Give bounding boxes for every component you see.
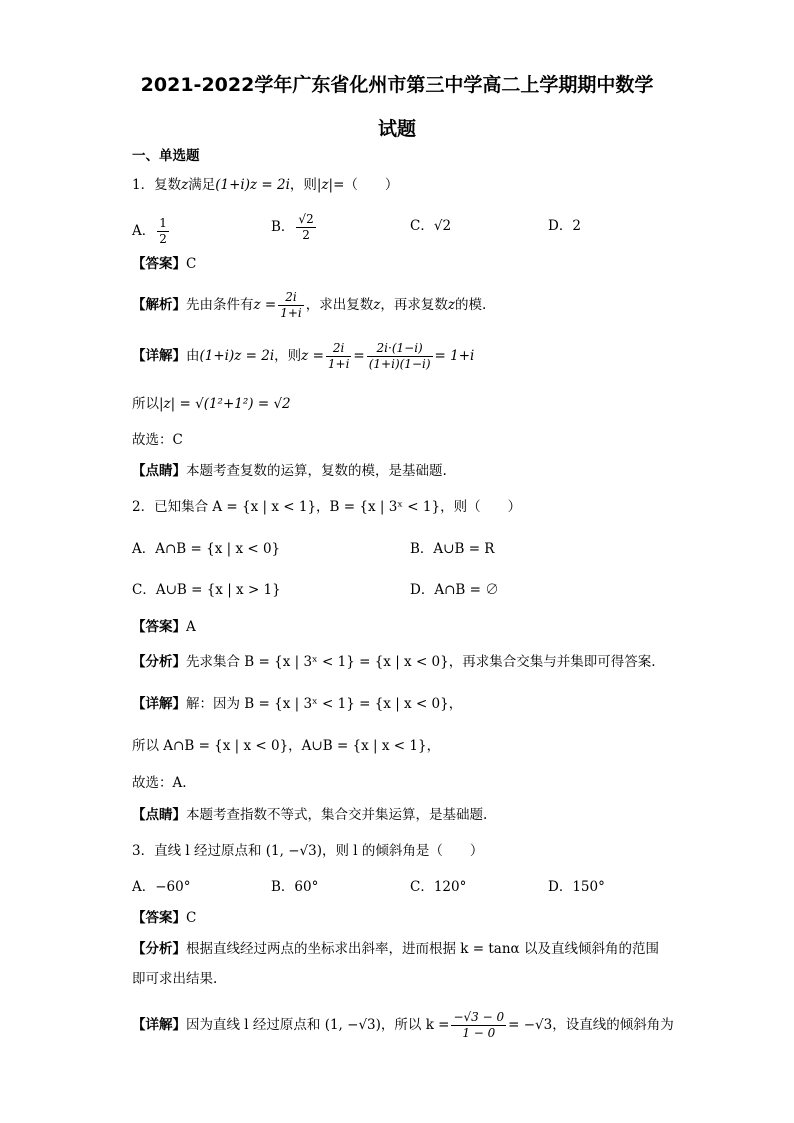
detail-text-2: ，则	[274, 348, 302, 364]
analysis-var-2: z	[447, 297, 455, 313]
q1-option-a	[132, 216, 171, 247]
so-equation: |z| = √(1²+1²) = √2	[159, 396, 291, 412]
q2-comment	[132, 805, 487, 825]
analysis-text-2: ，求出复数	[305, 297, 374, 313]
analysis-tag: 【分析】	[132, 654, 186, 670]
q3-answer	[132, 908, 196, 928]
fraction-numerator: 2i	[278, 290, 304, 306]
q3-option-c: C．120°	[410, 879, 467, 895]
q3-stem: 3．直线 l 经过原点和 (1, −√3)，则 l 的倾斜角是（ ）	[132, 843, 484, 859]
q1-option-d: D．2	[548, 218, 581, 234]
q3-option-b: B．60°	[271, 879, 319, 895]
fraction-denominator: (1+i)(1−i)	[368, 357, 431, 371]
q1-option-a-label: A．	[132, 223, 156, 239]
fraction-numerator: 2i·(1−i)	[367, 341, 433, 357]
detail-result: = 1+i	[434, 348, 475, 364]
detail-text: 解：因为 B = {x | 3ˣ < 1} = {x | x < 0}，	[186, 696, 463, 712]
detail-equals: =	[353, 348, 365, 364]
fraction-numerator: √2	[298, 212, 314, 226]
analysis-tag: 【解析】	[132, 297, 186, 313]
comment-text: 本题考查指数不等式，集合交并集运算，是基础题.	[186, 807, 488, 823]
q2-option-d: D．A∩B = ∅	[410, 582, 499, 598]
analysis-text-4: 的模.	[455, 297, 487, 313]
q1-option-b	[271, 212, 318, 243]
fraction-numerator: −√3 − 0	[453, 1010, 505, 1024]
answer-tag: 【答案】	[132, 619, 186, 635]
q1-analysis	[132, 290, 486, 321]
q3-option-a: A．−60°	[132, 879, 191, 895]
q1-option-c-label: C．	[410, 218, 434, 234]
analysis-var: z	[373, 297, 381, 313]
q1-stem-equation: (1+i)z = 2i	[215, 177, 290, 193]
fraction-denominator: 1+i	[327, 357, 350, 371]
analysis-text: 根据直线经过两点的坐标求出斜率，进而根据 k = tanα 以及直线倾斜角的范围	[186, 941, 659, 957]
q1-stem-text-4: =（ ）	[333, 177, 399, 193]
q1-detail	[132, 341, 474, 372]
detail-fraction-1	[326, 341, 352, 372]
q1-option-c	[410, 216, 451, 236]
q1-stem-text-2: 满足	[188, 177, 216, 193]
q2-option-a: A．A∩B = {x | x < 0}	[132, 541, 281, 557]
detail-tag: 【详解】	[132, 1017, 186, 1033]
fraction-numerator: 2i	[326, 341, 352, 357]
q1-option-a-fraction	[157, 216, 169, 247]
answer-value: C	[186, 256, 197, 272]
q1-stem-modulus: |z|	[316, 177, 334, 193]
q1-option-c-value: √2	[433, 218, 452, 234]
q1-answer	[132, 254, 196, 274]
q3-analysis-continued: 即可求出结果.	[132, 971, 218, 987]
detail-text-2: = −√3，设直线的倾斜角为	[508, 1017, 674, 1033]
fraction-denominator: 2	[302, 228, 310, 242]
q2-choose: 故选：A.	[132, 775, 187, 791]
q1-choose: 故选：C	[132, 432, 183, 448]
so-text: 所以	[132, 396, 159, 412]
q1-so	[132, 394, 291, 414]
q1-stem-var: z	[181, 177, 189, 193]
document-title-line-2: 试题	[377, 118, 416, 140]
q2-answer	[132, 617, 196, 637]
answer-value: C	[186, 910, 197, 926]
q2-analysis	[132, 652, 656, 672]
comment-tag: 【点睛】	[132, 463, 186, 479]
q3-analysis	[132, 939, 659, 959]
q2-option-c: C．A∪B = {x | x > 1}	[132, 582, 281, 598]
section-heading: 一、单选题	[132, 148, 200, 164]
q3-detail	[132, 1010, 674, 1041]
comment-tag: 【点睛】	[132, 807, 186, 823]
fraction-denominator: 1 − 0	[462, 1026, 496, 1040]
detail-text: 由	[186, 348, 200, 364]
q2-detail	[132, 694, 462, 714]
detail-equation: (1+i)z = 2i	[199, 348, 275, 364]
analysis-text: 先由条件有	[186, 297, 254, 313]
q1-option-b-label: B．	[271, 219, 295, 235]
detail-tag: 【详解】	[132, 348, 186, 364]
q2-option-b: B．A∪B = R	[410, 541, 495, 557]
detail-equation-2: z =	[301, 348, 324, 364]
detail-text: 因为直线 l 经过原点和 (1, −√3)，所以 k =	[186, 1017, 450, 1033]
q3-option-d: D．150°	[548, 879, 605, 895]
comment-text: 本题考查复数的运算，复数的模，是基础题.	[186, 463, 447, 479]
analysis-text: 先求集合 B = {x | 3ˣ < 1} = {x | x < 0}，再求集合交集与并集即可得答案.	[186, 654, 656, 670]
fraction-denominator: 1+i	[280, 306, 302, 320]
analysis-equation: z =	[253, 297, 277, 313]
detail-tag: 【详解】	[132, 696, 186, 712]
analysis-tag: 【分析】	[132, 941, 186, 957]
analysis-fraction	[278, 290, 304, 321]
analysis-text-3: ，再求复数	[380, 297, 448, 313]
q1-stem	[132, 175, 398, 195]
answer-tag: 【答案】	[132, 910, 186, 926]
q1-stem-text: 1．复数	[132, 177, 182, 193]
answer-value: A	[186, 619, 196, 635]
document-title-line-1: 2021-2022学年广东省化州市第三中学高二上学期期中数学	[140, 74, 654, 96]
q2-stem: 2．已知集合 A = {x | x < 1}，B = {x | 3ˣ < 1}，则（ ）	[132, 499, 522, 515]
q1-comment	[132, 461, 447, 481]
q1-option-b-fraction	[296, 212, 315, 243]
detail-fraction-2	[367, 341, 433, 372]
q1-stem-text-3: ，则	[289, 177, 317, 193]
fraction-denominator: 2	[159, 232, 167, 246]
answer-tag: 【答案】	[132, 256, 186, 272]
fraction-numerator: 1	[159, 216, 167, 230]
detail-fraction	[451, 1010, 506, 1041]
q2-so: 所以 A∩B = {x | x < 0}，A∪B = {x | x < 1}，	[132, 738, 441, 754]
